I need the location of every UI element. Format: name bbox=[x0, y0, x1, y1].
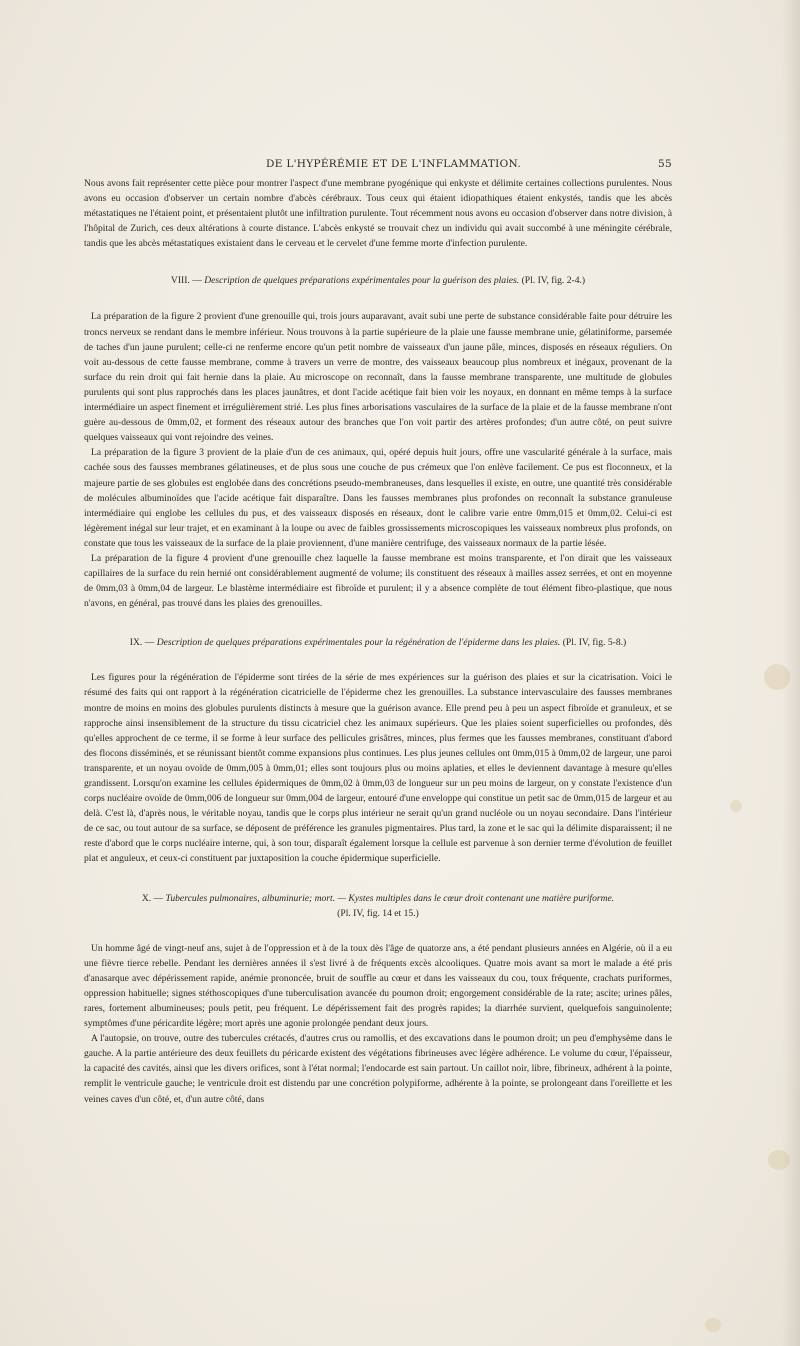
section-8-paragraph-3: La préparation de la figure 4 provient d'une grenouille chez laquelle la fausse membrane est moins transparente, et l'on dirait que les vaisseaux capillaires de la surface du rein hernié ont considérablement augmenté de volume; ils constituent des réseaux à mailles assez serrées, et ont en moyenne de 0mm,03 à 0mm,04 de largeur. Le blastème intermédiaire est fibroïde et purulent; il y a absence complète de tout élément fibro-plastique, que nous n'avons, en général, pas trouvé dans les plaies des grenouilles. bbox=[84, 552, 672, 610]
section-8-title: Description de quelques préparations expérimentales pour la guérison des plaies. bbox=[204, 275, 520, 287]
section-10-ref: (Pl. IV, fig. 14 et 15.) bbox=[337, 907, 419, 919]
intro-paragraph: Nous avons fait représenter cette pièce pour montrer l'aspect d'une membrane pyogénique qui enkyste et délimite certaines collections purulentes. Nous avons eu occasion d'observer un certain nombre d'abcès cérébraux. Tous ceux qui étaient idiopathiques étaient enkystés, tandis que les abcès métastatiques ne l'étaient point, et présentaient plutôt une infiltration purulente. Tout récemment nous avons eu occasion d'observer dans notre division, à l'hôpital de Zurich, ces deux altérations à courte distance. L'abcès enkysté se trouvait chez un individu qui avait succombé à une méningite cérébrale, tandis que les abcès métastatiques existaient dans le cerveau et le cervelet d'une femme morte d'infection purulente. bbox=[84, 178, 672, 250]
paper-stain bbox=[705, 1318, 721, 1332]
section-8-number: VIII. — bbox=[170, 275, 205, 287]
section-8-paragraph-1: La préparation de la figure 2 provient d'une grenouille qui, trois jours auparavant, avait subi une perte de substance considérable faite pour détruire les troncs nerveux se rendant dans le membre inférieur. Nous trouvons à la partie supérieure de la plaie une fausse membrane unie, gélatiniforme, parsemée de taches d'un jaune purulent; celle-ci ne renferme encore qu'un petit nombre de vaisseaux d'un jaune pâle, minces, disposés en réseaux réguliers. On voit au-dessous de cette fausse membrane, comme à travers un verre de montre, des vaisseaux beaucoup plus nombreux et inégaux, provenant de la surface du rein droit qui fait hernie dans la plaie. Au microscope on reconnaît, dans la fausse membrane transparente, une multitude de globules purulents qui sont plus rapprochés dans les places jaunâtres, et dont l'acide acétique fait bien voir les noyaux, en donnant en même temps à la surface intermédiaire un aspect finement et irrégulièrement strié. Les plus fines arborisations vasculaires de la surface de la plaie et de la fausse membrane n'ont guère au-dessous de 0mm,02, et forment des réseaux autour des branches que l'on voit partir des artères profondes; d'un autre côté, on peut suivre quelques vaisseaux qui vont rejoindre des veines. bbox=[84, 311, 672, 444]
page-edge-shadow bbox=[782, 0, 800, 1346]
section-9-title: Description de quelques préparations expérimentales pour la régénération de l'épiderme dans les plaies. bbox=[156, 637, 561, 649]
section-10-title: Tubercules pulmonaires, albuminurie; mort. — Kystes multiples dans le cœur droit contenant une matière puriforme. bbox=[165, 892, 615, 904]
running-head bbox=[84, 158, 672, 176]
section-10-number: X. — bbox=[141, 892, 166, 904]
section-9-heading bbox=[84, 635, 672, 650]
section-10-paragraph-1: Un homme âgé de vingt-neuf ans, sujet à de l'oppression et à de la toux dès l'âge de quatorze ans, a été pendant plusieurs années en Algérie, où il a eu une fièvre tierce rebelle. Pendant les dernières années il s'est livré à de fréquents excès alcooliques. Quatre mois avant sa mort le malade a été pris d'anasarque avec dépérissement rapide, anémie prononcée, bruit de souffle au cœur et dans les vaisseaux du cou, toux fréquente, crachats puriformes, oppression habituelle; signes stéthoscopiques d'une tuberculisation avancée du poumon droit; engorgement considérable de la rate; ascite; urines pâles, rares, fortement albumineuses; pouls petit, peu fréquent. Le dépérissement fait des progrès rapides; la diarrhée survient, quelquefois sanguinolente; symptômes d'une péricardite légère; mort après une agonie prolongée pendant deux jours. bbox=[84, 942, 672, 1030]
section-10-heading bbox=[84, 891, 672, 921]
section-9-paragraph-1: Les figures pour la régénération de l'épiderme sont tirées de la série de mes expériences sur la guérison des plaies et sur la cicatrisation. Voici le résumé des faits qui ont rapport à la régénération cicatricielle de l'épiderme chez les grenouilles. La substance intervasculaire des fausses membranes montre de moins en moins des globules purulents distincts à mesure que la guérison avance. Elle prend peu à peu un aspect fibroïde et granuleux, et se rapproche ainsi insensiblement de la structure du tissu cicatriciel chez les animaux supérieurs. Que les plaies soient superficielles ou profondes, dès qu'elles approchent de ce terme, il se forme à leur surface des pellicules grisâtres, minces, plus fermes que les fausses membranes, constituant d'abord des flocons disséminés, et se réunissant bientôt comme expansions plus continues. Les plus jeunes cellules ont 0mm,015 à 0mm,02 de largeur, une paroi transparente, et un noyau ovoïde de 0mm,005 à 0mm,01; elles sont toujours plus ou moins aplaties, et elles le deviennent davantage à mesure qu'elles grandissent. Lorsqu'on examine les cellules épidermiques de 0mm,02 à 0mm,03 de longueur sur un peu moins de largeur, on y constate l'existence d'un corps nucléaire ovoïde de 0mm,006 de longueur sur 0mm,004 de largeur, entouré d'une enveloppe qui constitue un petit sac de 0mm,015 de largeur et au delà. C'est là, d'après nous, le véritable noyau, tandis que le corps plus intérieur ne serait qu'un grand nucléole ou un noyau secondaire. Dans l'intérieur de ce sac, ou tout autour de sa surface, se déposent de préférence les granules pigmentaires. Plus tard, la zone et le sac qui la délimite disparaissent; il ne reste d'abord que le corps nucléaire interne, qui, à son tour, disparaît également lorsque la cellule est parvenue à son dernier terme d'évolution de feuillet plat et anguleux, et ceux-ci constituent par juxtaposition la couche épidermique superficielle. bbox=[84, 672, 672, 865]
page-number: 55 bbox=[658, 158, 672, 170]
section-8-ref: (Pl. IV, fig. 2-4.) bbox=[519, 275, 586, 287]
paper-stain bbox=[730, 800, 742, 812]
section-8-paragraph-2: La préparation de la figure 3 provient de la plaie d'un de ces animaux, qui, opéré depuis huit jours, offre une vascularité générale à la surface, mais cachée sous des fausses membranes gélatineuses, et de plus sous une couche de pus crémeux que l'on enlève facilement. Ce pus est floconneux, et la majeure partie de ses globules est englobée dans des concrétions pseudo-membraneuses, dans lesquelles il existe, en outre, une quantité très considérable de molécules albuminoïdes que l'acide acétique fait disparaître. Dans les fausses membranes plus profondes on reconnaît la substance granuleuse intermédiaire qui englobe les cellules du pus, et des vaisseaux disposés en réseaux, dont le calibre varie entre 0mm,015 et 0mm,02. Celui-ci est légèrement inégal sur leur trajet, et en examinant à la loupe ou avec de faibles grossissements microscopiques les vaisseaux nombreux plus profonds, on constate que tous les vaisseaux de la surface de la plaie proviennent, d'une manière centrifuge, des vaisseaux normaux de la partie lésée. bbox=[84, 447, 672, 549]
running-head-title: DE L'HYPÉRÉMIE ET DE L'INFLAMMATION. bbox=[266, 158, 521, 170]
section-10-paragraph-2: A l'autopsie, on trouve, outre des tubercules crétacés, d'autres crus ou ramollis, et des excavations dans le poumon droit; un peu d'emphysème dans le gauche. A la partie antérieure des deux feuillets du péricarde existent des végétations fibrineuses avec légère adhérence. Le volume du cœur, l'épaisseur, la capacité des cavités, ainsi que les divers orifices, sont à l'état normal; l'endocarde est sain partout. Un caillot noir, libre, fibrineux, adhérent à la pointe, remplit le ventricule gauche; le ventricule droit est distendu par une concrétion polypiforme, adhérente à la pointe, se prolongeant dans l'oreillette et les veines caves d'un côté, et, d'un autre côté, dans bbox=[84, 1033, 672, 1105]
section-9-ref: (Pl. IV, fig. 5-8.) bbox=[560, 637, 627, 649]
section-8-heading bbox=[84, 273, 672, 288]
section-9-number: IX. — bbox=[129, 637, 157, 649]
text-column bbox=[84, 158, 672, 1107]
